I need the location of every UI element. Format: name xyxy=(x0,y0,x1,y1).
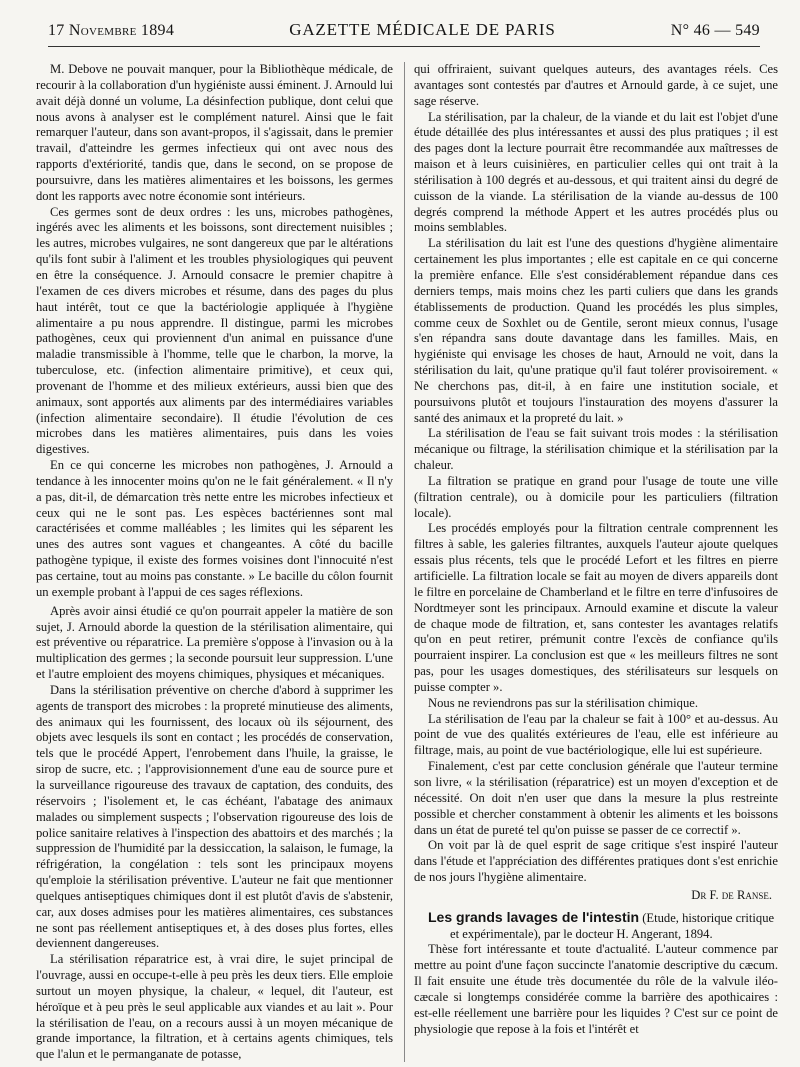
left-column xyxy=(36,62,393,1062)
paragraph: La stérilisation, par la chaleur, de la viande et du lait est l'objet d'une étude détaillée des plus intéressantes et aussi des plus pratiques ; il est des pages dont la lecture pourrait être recommandée aux maîtresses de maison et à leurs cuisinières, en particulier celles qui ont trait à la stérilisation à 100 degrés et au-dessous, et qui traitent ainsi du degré de cuisson de la viande. La stérilisation de la viande au-dessus de 100 degrés comprend la méthode Appert et les autres procédés plus ou moins semblables. xyxy=(414,109,778,235)
paragraph: Nous ne reviendrons pas sur la stérilisation chimique. xyxy=(428,695,699,710)
paragraph: En ce qui concerne les microbes non pathogènes, J. Arnould a tendance à les innocenter moins qu'on ne le fait généralement. « Il n'y a pas, dit-il, de démarcation très nette entre les microbes infectieux et ceux qui ne le sont pas. Les espèces bactériennes sont mal caractérisées et comme malléables ; les limites qui les séparent les unes des autres sont vagues et changeantes. A côté du bacille pathogène typique, il existe des formes voisines dont l'innocuité n'est pas certaine, tout au moins pas constante. » Le bacille du côlon fournit un exemple probant à l'appui de ces sages réflexions. xyxy=(36,458,393,599)
article-subtitle-continued: et expérimentale), par le docteur H. Angerant, 1894. xyxy=(450,926,713,941)
column-divider xyxy=(404,62,405,1062)
article-subtitle: (Etude, historique critique xyxy=(642,910,775,925)
article-title: Les grands lavages de l'intestin xyxy=(428,908,640,925)
paragraph: Ces germes sont de deux ordres : les uns, microbes pathogènes, ingérés avec les aliments et les boissons, sont directement nuisibles ; les autres, microbes vulgaires, ne sont dangereux que par le altérations qu'ils font subir à l'aliment et les troubles physiologiques qui peuvent en être la conséquence. J. Arnould consacre le premier chapitre à l'examen de ces divers microbes et résume, dans des pages du plus haut intérêt, tout ce que la bactériologie appliquée à l'hygiène alimentaire a pu nous apprendre. Il distingue, parmi les microbes pathogènes, ceux qui proviennent d'un animal en puissance d'une maladie transmissible à l'homme, telle que le charbon, la morve, la tuberculose, etc. (infection alimentaire primitive), et ceux qui, provenant de l'homme et des milieux extérieurs, aussi bien que des animaux, sont apportés aux aliments par des intermédiaires variables (infection alimentaire secondaire). Il étudie l'évolution de ces microbes dans les matières alimentaires, puis dans les voies digestives. xyxy=(36,204,393,457)
author-signature: Dr F. de Ranse. xyxy=(691,887,772,902)
paragraph: La stérilisation de l'eau par la chaleur se fait à 100° et au-dessus. Au point de vue des qualités extérieures de l'eau, elle est inférieure au filtrage, mais, au point de vue bactériologique, elle lui est supérieure. xyxy=(414,711,778,758)
paragraph: La filtration se pratique en grand pour l'usage de toute une ville (filtration centrale), ou à domicile pour les particuliers (filtration locale). xyxy=(414,473,778,520)
paragraph: Dans la stérilisation préventive on cherche d'abord à supprimer les agents de transport des microbes : la propreté minutieuse des aliments, des animaux qui les fournissent, des locaux où ils séjournent, des objets avec lesquels ils sont en contact ; les procédés de conservation, tels que le procédé Appert, l'enrobement dans l'huile, la graisse, le sirop de sucre, etc. ; l'approvisionnement d'une eau de source pure et la surveillance rigoureuse des travaux de captation, des conduits, des réservoirs ; l'isolement et, le cas échéant, l'abatage des animaux malades ou simplement suspects ; l'observation rigoureuse des lois de police sanitaire relatives à l'inspection des abattoirs et des marchés ; la suppression de l'humidité par la dessiccation, la salaison, le fumage, la réfrigération, la congélation : tels sont les principaux moyens qu'emploie la stérilisation préventive. L'auteur ne fait que mentionner quelques antiseptiques chimiques dont il est plutôt d'avis de s'abstenir, car, aux doses admises pour les matières alimentaires, ces substances ne sont pas réellement antiseptiques et, à des doses plus fortes, elles deviennent dangereuses. xyxy=(36,682,393,951)
article-body: Thèse fort intéressante et toute d'actualité. L'auteur commence par mettre au point d'une façon succincte l'anatomie descriptive du cæcum. Il fait ensuite une étude très documentée du rôle de la valvule iléo-cæcale si longtemps considérée comme la barrière des apothicaires : est-elle réellement une barrière pour les liquides ? C'est sur ce point de physiologie que repose à la fois et l'intérêt et xyxy=(414,942,778,1036)
right-column xyxy=(414,62,778,1062)
paragraph: La stérilisation du lait est l'une des questions d'hygiène alimentaire certainement les plus importantes ; elle est capitale en ce qui concerne la première enfance. Elle s'est considérablement répandue dans ces derniers temps, mais moins chez les parti culiers que dans les grands établissements de production. Quand les procédés les plus simples, comme ceux de Soxhlet ou de Gentile, seront mieux connus, l'usage s'en répandra sans doute davantage dans les familles. Mais, en hygiéniste qui envisage les choses de haut, Arnould ne voit, dans la stérilisation du lait, qu'une pratique qu'il faut tolérer provisoirement. « Ne cherchons pas, dit-il, à en faire une institution sociale, et poursuivons plutôt et toujours l'instauration des moyens d'assurer la santé des animaux et la propreté du lait. » xyxy=(414,236,778,425)
paragraph: La stérilisation réparatrice est, à vrai dire, le sujet principal de l'ouvrage, aussi en occupe-t-elle à peu près les deux tiers. Elle emploie surtout un moyen physique, la chaleur, « lequel, dit l'auteur, est héroïque et à peu près le seul applicable aux viandes et au lait ». Pour la stérilisation de l'eau, on a recours aussi à un moyen mécanique de grande importance, la filtration, et à certains agents chimiques, tels que l'alun et le permanganate de potasse, xyxy=(36,952,393,1062)
header-date: 17 Novembre 1894 xyxy=(48,22,175,39)
paragraph: Finalement, c'est par cette conclusion générale que l'auteur termine son livre, « la stérilisation (réparatrice) est un moyen d'exception et de nécessité. On doit n'en user que dans la mesure la plus restreinte possible et chercher constamment à obtenir les aliments et les boissons dans un état de pureté tel qu'on puisse se passer de ce correctif ». xyxy=(414,759,778,837)
paragraph: La stérilisation de l'eau se fait suivant trois modes : la stérilisation mécanique ou filtrage, la stérilisation chimique et la stérilisation par la chaleur. xyxy=(414,426,778,473)
issue-page-number: N° 46 — 549 xyxy=(670,22,760,39)
paragraph: M. Debove ne pouvait manquer, pour la Bibliothèque médicale, de recourir à la collaboration d'un hygiéniste aussi éminent. J. Arnould lui avait déjà donné un volume, La désinfection publique, dont celui que nous avons à analyser est le complément naturel. Ainsi que le fait remarquer l'auteur, dans son avant-propos, il s'agissait, dans le premier travail, d'atteindre les germes infectieux qui ont avec nous des rapports d'extériorité, tandis que, dans le second, on se propose de poursuivre, dans les matières alimentaires et les boissons, les germes dont les rapports avec notre économie sont intérieurs. xyxy=(36,62,393,203)
paragraph: Les procédés employés pour la filtration centrale comprennent les filtres à sable, les galeries filtrantes, auxquels l'auteur ajoute quelques essais plus récents, tels que le procédé Lefort et les filtres en pierre artificielle. La filtration locale se fait au moyen de divers appareils dont le filtre en porcelaine de Chamberland et le filtre en terre d'infusoires de Nordtmeyer sont les principaux. Arnould examine et discute la valeur de chaque mode de filtration, et, sans contester les avantages relatifs qu'on en peut retirer, prémunit contre l'excès de confiance qu'ils pourraient inspirer. La conclusion est que « les meilleurs filtres ne sont pas, pour les usages domestiques, des stérilisateurs sur lesquels on puisse compter ». xyxy=(414,521,778,694)
article-title-block xyxy=(414,910,778,943)
journal-title: GAZETTE MÉDICALE DE PARIS xyxy=(289,20,556,39)
paragraph: On voit par là de quel esprit de sage critique s'est inspiré l'auteur dans l'étude et l'appréciation des différentes pratiques dont s'est enrichie de nos jours l'hygiène alimentaire. xyxy=(414,838,778,885)
header-rule xyxy=(48,46,760,47)
paragraph: Après avoir ainsi étudié ce qu'on pourrait appeler la matière de son sujet, J. Arnould aborde la question de la stérilisation alimentaire, qui est préventive ou réparatrice. La première s'oppose à l'invasion ou à la multiplication des germes ; la seconde poursuit leur suppression. L'une et l'autre emploient des moyens chimiques, physiques et mécaniques. xyxy=(36,603,393,682)
paragraph: qui offriraient, suivant quelques auteurs, des avantages réels. Ces avantages sont contestés par d'autres et Arnould garde, à ce sujet, une sage réserve. xyxy=(414,62,778,108)
page-header xyxy=(48,20,760,44)
